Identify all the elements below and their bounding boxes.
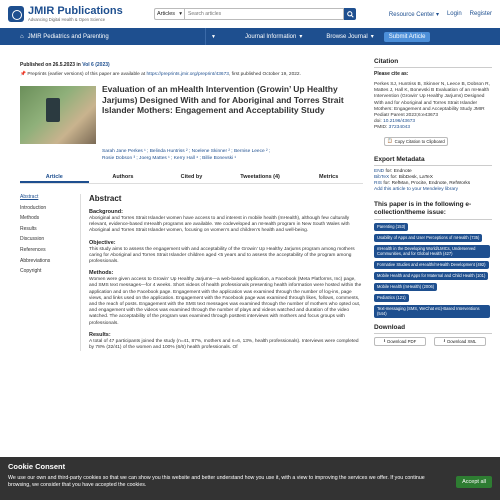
tab-authors[interactable]: Authors: [112, 174, 134, 180]
copy-citation-button[interactable]: 📋 Copy Citation to Clipboard: [384, 137, 448, 146]
tab-article[interactable]: Article: [20, 172, 89, 183]
brand-tagline: Advancing Digital Health & Open Science: [28, 17, 106, 22]
export-bibtex: BibTeX for: BibDesk, LaTeX: [374, 174, 433, 180]
download-xml-button[interactable]: ⭳ Download XML: [434, 337, 486, 346]
login-link[interactable]: Login: [446, 11, 462, 17]
search-icon: [347, 11, 354, 18]
author-list: [102, 148, 363, 162]
ecollection-chip[interactable]: Mobile Health (mHealth) (2006): [374, 283, 437, 291]
citation-text: Perkes SJ, Huntriss B, Skinner N, Leece B, Dobson R, Mattes J, Hall K, Bonevski B Evaluation of an mHealth Intervention (Growin’ Up Healthy Jarjums) Designed With and for Aboriginal and Torres Strait Islander Mothers: Engagement and Acceptability Study JMIR Pediatr Parent 2023;6:e43673 doi: 10.2196/43673 PMID: 37234043: [374, 82, 490, 131]
clipboard-icon: 📋: [387, 138, 393, 144]
ecollection-chip[interactable]: Usability of Apps and User Perceptions of mHealth (735): [374, 234, 482, 242]
chevron-down-icon: ▾: [179, 11, 182, 17]
abstract-section: [80, 194, 363, 351]
volume-link[interactable]: Vol 6 (2023): [82, 62, 110, 68]
ecollection-list: [374, 223, 492, 318]
toc-item-abstract[interactable]: Abstract: [20, 194, 39, 200]
chevron-down-icon: ▾: [370, 34, 374, 40]
table-of-contents: [20, 194, 80, 351]
journal-navbar: [0, 28, 500, 45]
toc-item-copyright[interactable]: Copyright: [20, 268, 42, 275]
ecollection-heading: This paper is in the following e-collection/theme issue:: [374, 201, 492, 220]
chevron-down-icon: ▾: [435, 11, 439, 18]
cookie-title: Cookie Consent: [8, 462, 66, 471]
home-icon: ⌂: [20, 33, 24, 40]
methods-heading: Methods:: [89, 270, 114, 277]
background-heading: Background:: [89, 209, 123, 215]
authors-line[interactable]: Rosie Dobson ³ ; Joerg Mattes ¹ ; Kerry Hall ⁴ ; Billie Bonevski ¹: [102, 156, 237, 161]
export-ris: RIS for: RefMan, Procite, Endnote, RefWorks: [374, 180, 471, 186]
accept-all-button[interactable]: Accept all: [456, 476, 492, 488]
search-bar: [154, 8, 356, 20]
browse-journal-menu[interactable]: Browse Journal ▾: [326, 33, 374, 40]
search-button[interactable]: [344, 8, 356, 20]
objective-text: This study aims to assess the engagement with and acceptability of the Growin’ Up Healthy Jarjums program among mothers caring for Aboriginal and Torres Strait Islander children aged <5 years and to assess the acceptability of the program among professionals.: [89, 246, 355, 265]
jmir-logo[interactable]: [8, 6, 146, 22]
search-input[interactable]: [184, 8, 344, 20]
chevron-down-icon: ▼: [211, 33, 216, 40]
toc-item-results[interactable]: Results: [20, 225, 37, 232]
background-text: Aboriginal and Torres Strait Islander women have access to and interest in mobile health (mHealth), although few culturally relevant, evidence-based mHealth programs are available. We codeveloped an mHealth program in New South Wales with Aboriginal and Torres Strait Islander women, focusing on women’s and children’s health and well-being.: [89, 216, 350, 234]
citation-heading: Citation: [374, 58, 492, 68]
ris-export-link[interactable]: RIS: [374, 180, 382, 186]
preprint-link[interactable]: https://preprints.jmir.org/preprint/43673: [146, 72, 229, 77]
ecollection-chip[interactable]: Parenting (153): [374, 223, 408, 231]
right-sidebar: [374, 58, 492, 346]
cookie-text: We use our own and third-party cookies so that we can show you this website and better understand how you use it, with a view to improving the services we offer. If you continue browsing, we consider that you have accepted the cookies.: [8, 475, 425, 488]
preprint-notice: 📌 Preprints (earlier versions) of this paper are available at https://preprints.jmir.org/preprint/43673, first published October 19, 2022.: [20, 72, 301, 77]
download-icon: ⭳: [383, 338, 386, 344]
submit-article-button[interactable]: Submit Article: [384, 32, 431, 42]
cite-as-label: Please cite as:: [374, 71, 409, 77]
end-export-link[interactable]: END: [374, 168, 385, 174]
authors-line[interactable]: Sarah Jane Perkes ¹ ; Belinda Huntriss ² ; Noelene Skinner ² ; Bernise Leece ² ;: [102, 149, 271, 154]
cookie-consent-banner: [0, 457, 500, 500]
ecollection-chip[interactable]: Pediatrics (121): [374, 294, 409, 302]
export-end: END for: Endnote: [374, 168, 412, 174]
publication-info: Published on 26.5.2023 in Vol 6 (2023): [20, 62, 110, 68]
journal-information-menu[interactable]: Journal Information ▾: [245, 33, 303, 40]
results-text: A total of 47 participants joined the study (n=41, 87%, mothers and n=6, 13%, health professionals). Interviews were completed by 78% (32/41) of the women and 100% (6/6) health professionals. Of: [89, 338, 359, 351]
journal-home-link[interactable]: ⌂ JMIR Pediatrics and Parenting: [20, 33, 109, 40]
pin-icon: 📌: [20, 72, 26, 77]
article-thumbnail: [20, 86, 96, 144]
article-title: Evaluation of an mHealth Intervention (Growin’ Up Healthy Jarjums) Designed With and for Aboriginal and Torres Strait Islander Mothers: Engagement and Acceptability Study: [102, 84, 344, 115]
pmid-link[interactable]: 37234043: [388, 125, 411, 131]
ecollection-chip[interactable]: Text-messaging (SMS, WeChat etc)-Based Interventions (544): [374, 305, 490, 318]
doi-link[interactable]: 10.2196/43673: [383, 119, 416, 125]
toc-item-discussion[interactable]: Discussion: [20, 236, 45, 243]
article-main: [20, 62, 363, 351]
ecollection-chip[interactable]: Mobile Health and Apps for Maternal and Child Health (101): [374, 272, 488, 280]
ecollection-chip[interactable]: Formative Studies and eHealth/mHealth Development (492): [374, 261, 489, 269]
results-heading: Results:: [89, 331, 111, 338]
toc-item-abbreviations[interactable]: Abbreviations: [20, 257, 51, 264]
register-link[interactable]: Register: [469, 11, 492, 17]
toc-item-references[interactable]: References: [20, 246, 46, 253]
download-pdf-button[interactable]: ⭳ Download PDF: [374, 337, 426, 346]
search-scope-select[interactable]: Articles ▾: [154, 8, 184, 20]
journal-menu-toggle[interactable]: [205, 28, 221, 45]
article-tabs: [20, 172, 363, 184]
resource-center-link[interactable]: Resource Center ▾: [388, 11, 439, 18]
toc-item-methods[interactable]: Methods: [20, 215, 40, 222]
ecollection-chip[interactable]: mHealth in the Developing World/LMICs, Underserved Communities, and for Global Health (427): [374, 245, 490, 258]
jmir-logo-icon: [8, 6, 24, 22]
abstract-heading: Abstract: [89, 194, 122, 203]
brand-name: JMIR Publications: [28, 5, 123, 17]
export-metadata-heading: Export Metadata: [374, 156, 492, 166]
toc-item-introduction[interactable]: Introduction: [20, 204, 47, 211]
objective-heading: Objective:: [89, 239, 116, 246]
download-heading: Download: [374, 324, 492, 334]
download-icon: ⭳: [443, 338, 446, 344]
chevron-down-icon: ▾: [299, 34, 303, 40]
tab-metrics[interactable]: Metrics: [319, 174, 339, 180]
bibtex-export-link[interactable]: BibTeX: [374, 174, 390, 180]
methods-text: Women were given access to Growin’ Up Healthy Jarjums—a web-based application, a Facebook (Meta Platforms, Inc) page, and SMS text messages—for 4 weeks. Short videos of health professionals presenting health information were hosted within the application and on the Facebook page. Engagement with the application was examined through the number of log-ins, page views, and links used on the application. Engagement with the Facebook page was examined through likes, follows, comments, and the reach of posts. Engagement with the SMS text messages was examined through the number of mothers who opted out, and engagement with the videos was examined through the number of plays and videos watched and duration of the video watched. The acceptability of the program was examined through posttest interviews with mothers and focus groups with professionals.: [89, 277, 362, 326]
mendeley-link[interactable]: Add this article to your Mendeley library: [374, 186, 458, 192]
tab-cited-by[interactable]: Cited by: [180, 174, 203, 180]
top-header: [0, 0, 500, 28]
tab-tweetations[interactable]: Tweetations (4): [240, 174, 280, 180]
